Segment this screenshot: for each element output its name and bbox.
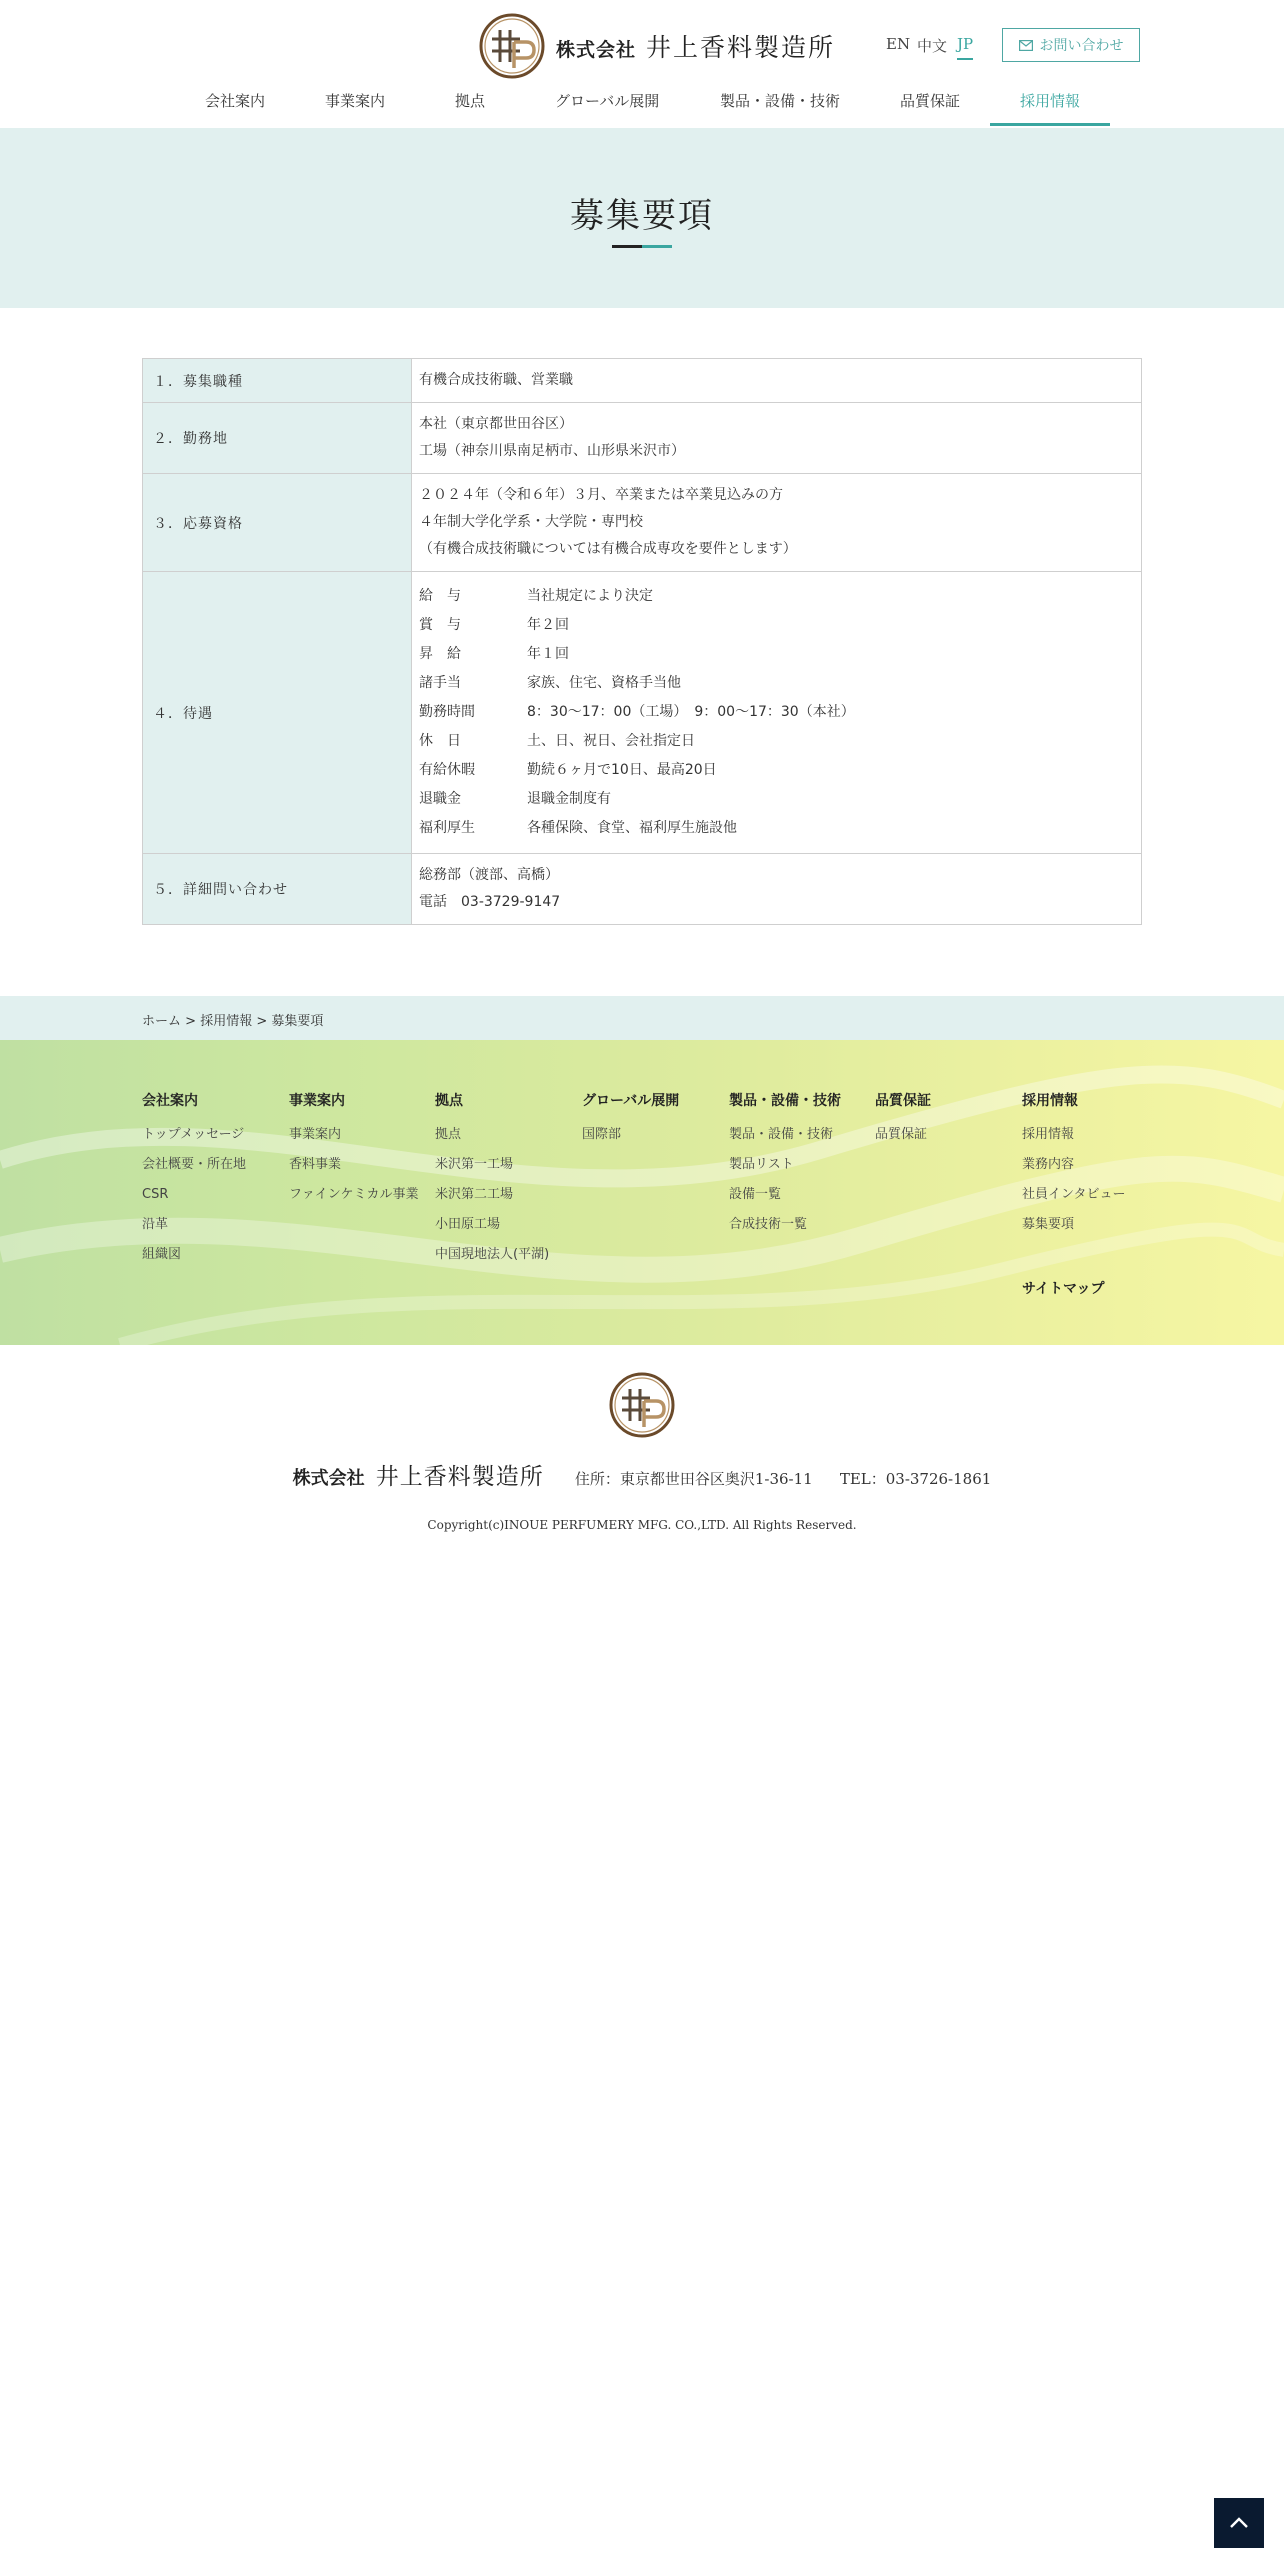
- footer-link[interactable]: 社員インタビュー: [1022, 1187, 1126, 1202]
- footer-col-products: [729, 1090, 869, 1246]
- sitemap-link[interactable]: サイトマップ: [1022, 1281, 1105, 1297]
- benefit-key: 賞 与: [419, 617, 461, 633]
- gnav-item-quality[interactable]: 品質保証: [900, 92, 961, 110]
- row-label: ２．勤務地: [143, 403, 412, 474]
- company-logo[interactable]: [478, 11, 835, 81]
- page-top-button[interactable]: [1214, 2498, 1264, 2548]
- footer-col-title[interactable]: 品質保証: [875, 1093, 931, 1109]
- benefit-key: 有給休暇: [419, 762, 475, 778]
- benefit-value: 当社規定により決定: [527, 588, 653, 604]
- row-value: [412, 572, 1142, 854]
- benefit-item: [419, 669, 1134, 698]
- breadcrumb-home[interactable]: ホーム: [142, 1014, 182, 1029]
- benefit-value: 年１回: [527, 646, 569, 662]
- breadcrumb-current: 募集要項: [271, 1014, 324, 1029]
- footer-link[interactable]: 設備一覧: [729, 1187, 782, 1202]
- benefit-key: 諸手当: [419, 675, 461, 691]
- row-value: [412, 474, 1142, 572]
- value-line: 電話 03-3729-9147: [419, 894, 561, 910]
- copyright: Copyright(c)INOUE PERFUMERY MFG. CO.,LTD. All Rights Reserved.: [427, 1518, 857, 1532]
- benefit-item: [419, 698, 1134, 727]
- benefit-item: [419, 727, 1134, 756]
- benefit-value: 各種保険、食堂、福利厚生施設他: [527, 820, 737, 836]
- footer-col-recruit: [1022, 1090, 1162, 1246]
- gnav-item-business[interactable]: 事業案内: [325, 92, 386, 110]
- requirements-table: [142, 358, 1142, 925]
- footer-col-title[interactable]: 会社案内: [142, 1093, 198, 1109]
- row-value: [412, 854, 1142, 925]
- footer-link[interactable]: トップメッセージ: [142, 1127, 245, 1142]
- footer-link[interactable]: 募集要項: [1022, 1217, 1075, 1232]
- mail-icon: [1019, 40, 1033, 51]
- table-row: [143, 403, 1142, 474]
- title-underline-dark: [612, 245, 642, 248]
- footer-col-business: [289, 1090, 419, 1216]
- logo-kaisha-text: 株式会社: [556, 38, 637, 61]
- footer-link[interactable]: 品質保証: [875, 1127, 928, 1142]
- footer-link[interactable]: 製品リスト: [729, 1157, 794, 1172]
- row-label: １．募集職種: [143, 359, 412, 403]
- value-line: 工場（神奈川県南足柄市、山形県米沢市）: [419, 443, 685, 459]
- gnav-item-global[interactable]: グローバル展開: [555, 92, 660, 110]
- logo-company-name: 井上香料製造所: [646, 33, 836, 62]
- table-row: [143, 854, 1142, 925]
- benefit-key: 昇 給: [419, 646, 461, 662]
- table-row: [143, 572, 1142, 854]
- gnav-item-products[interactable]: 製品・設備・技術: [720, 92, 841, 110]
- footer-link[interactable]: 事業案内: [289, 1127, 342, 1142]
- footer-col-title[interactable]: 拠点: [435, 1093, 463, 1109]
- benefit-value: 年２回: [527, 617, 569, 633]
- footer-company-name: 井上香料製造所: [375, 1464, 544, 1490]
- contact-button[interactable]: [1002, 28, 1140, 62]
- footer-col-title[interactable]: 事業案内: [289, 1093, 345, 1109]
- gnav-item-locations[interactable]: 拠点: [455, 92, 486, 110]
- gnav-item-recruit[interactable]: 採用情報: [1020, 92, 1081, 110]
- row-label: ４．待遇: [143, 572, 412, 854]
- value-line: ４年制大学化学系・大学院・専門校: [419, 514, 643, 530]
- footer-col-company: [142, 1090, 282, 1276]
- benefit-key: 休 日: [419, 733, 461, 749]
- footer-col-quality: [875, 1090, 1015, 1156]
- footer-link[interactable]: 沿革: [142, 1217, 169, 1232]
- table-row: [143, 359, 1142, 403]
- page-title: 募集要項: [570, 196, 714, 236]
- breadcrumb-bar: [0, 996, 1284, 1040]
- footer-tel: TEL：03-3726-1861: [839, 1470, 992, 1488]
- company-logo-mark-icon: [478, 12, 546, 80]
- site-header: [0, 0, 1284, 128]
- footer-col-global: [582, 1090, 722, 1156]
- footer-link[interactable]: 国際部: [582, 1127, 622, 1142]
- footer-kaisha-text: 株式会社: [292, 1468, 365, 1489]
- footer-col-title[interactable]: グローバル展開: [582, 1093, 680, 1109]
- value-line: 総務部（渡部、高橋）: [419, 867, 559, 883]
- row-value: [412, 359, 1142, 403]
- footer-link[interactable]: 拠点: [435, 1127, 462, 1142]
- contact-button-label: お問い合わせ: [1039, 38, 1124, 54]
- row-label: ５．詳細問い合わせ: [143, 854, 412, 925]
- footer-link[interactable]: 中国現地法人(平湖): [435, 1247, 550, 1262]
- global-nav: [0, 76, 1284, 126]
- breadcrumb: [142, 1010, 323, 1029]
- benefit-key: 給 与: [419, 588, 461, 604]
- value-line: 有機合成技術職、営業職: [419, 372, 573, 388]
- breadcrumb-parent[interactable]: 採用情報: [200, 1014, 253, 1029]
- footer-address: 住所：東京都世田谷区奥沢1-36-11: [574, 1470, 813, 1488]
- footer-col-locations: [435, 1090, 575, 1276]
- benefit-value: 8：30～17：00（工場） 9：00～17：30（本社）: [527, 704, 855, 720]
- lang-en-link[interactable]: EN: [886, 35, 911, 53]
- footer-link[interactable]: 小田原工場: [435, 1217, 501, 1232]
- value-line: 本社（東京都世田谷区）: [419, 416, 573, 432]
- benefit-item: [419, 582, 1134, 611]
- footer-link[interactable]: 組織図: [142, 1247, 182, 1262]
- benefit-item: [419, 611, 1134, 640]
- footer-link[interactable]: 会社概要・所在地: [142, 1157, 247, 1172]
- benefit-value: 勤続６ヶ月で10日、最高20日: [527, 762, 717, 778]
- benefit-item: [419, 640, 1134, 669]
- footer-link[interactable]: ファインケミカル事業: [289, 1187, 419, 1202]
- page-hero: [0, 128, 1284, 308]
- footer-link[interactable]: 採用情報: [1022, 1127, 1075, 1142]
- benefit-key: 勤務時間: [419, 704, 475, 720]
- company-logo-mark-icon: [608, 1371, 676, 1439]
- footer-link[interactable]: 合成技術一覧: [729, 1217, 808, 1232]
- benefit-item: [419, 814, 1134, 843]
- footer-col-title[interactable]: 製品・設備・技術: [729, 1093, 841, 1109]
- footer-link[interactable]: 香料事業: [289, 1157, 342, 1172]
- benefit-value: 退職金制度有: [527, 791, 611, 807]
- footer-company-info: [0, 1458, 1284, 1491]
- benefit-key: 福利厚生: [419, 820, 475, 836]
- breadcrumb-separator: >: [185, 1014, 197, 1029]
- value-line: ２０２４年（令和６年）３月、卒業または卒業見込みの方: [419, 487, 783, 503]
- chevron-up-icon: [1229, 2517, 1249, 2529]
- breadcrumb-separator: >: [256, 1014, 268, 1029]
- footer-link[interactable]: 製品・設備・技術: [729, 1127, 834, 1142]
- gnav-item-company[interactable]: 会社案内: [205, 92, 266, 110]
- benefit-item: [419, 785, 1134, 814]
- value-line: （有機合成技術職については有機合成専攻を要件とします）: [419, 541, 797, 557]
- benefit-value: 土、日、祝日、会社指定日: [527, 733, 695, 749]
- footer-link[interactable]: CSR: [142, 1187, 169, 1202]
- footer-link[interactable]: 業務内容: [1022, 1157, 1075, 1172]
- lang-zh-link[interactable]: 中文: [917, 37, 948, 55]
- benefit-item: [419, 756, 1134, 785]
- gnav-active-underline: [990, 123, 1110, 126]
- footer-col-title[interactable]: 採用情報: [1022, 1093, 1078, 1109]
- title-underline-accent: [642, 245, 672, 248]
- benefit-key: 退職金: [419, 791, 461, 807]
- footer-link[interactable]: 米沢第二工場: [435, 1187, 514, 1202]
- table-row: [143, 474, 1142, 572]
- benefit-value: 家族、住宅、資格手当他: [527, 675, 681, 691]
- footer-link[interactable]: 米沢第一工場: [435, 1157, 514, 1172]
- lang-jp-link[interactable]: JP: [957, 35, 973, 60]
- row-label: ３．応募資格: [143, 474, 412, 572]
- row-value: [412, 403, 1142, 474]
- footer-nav: [0, 1040, 1284, 1345]
